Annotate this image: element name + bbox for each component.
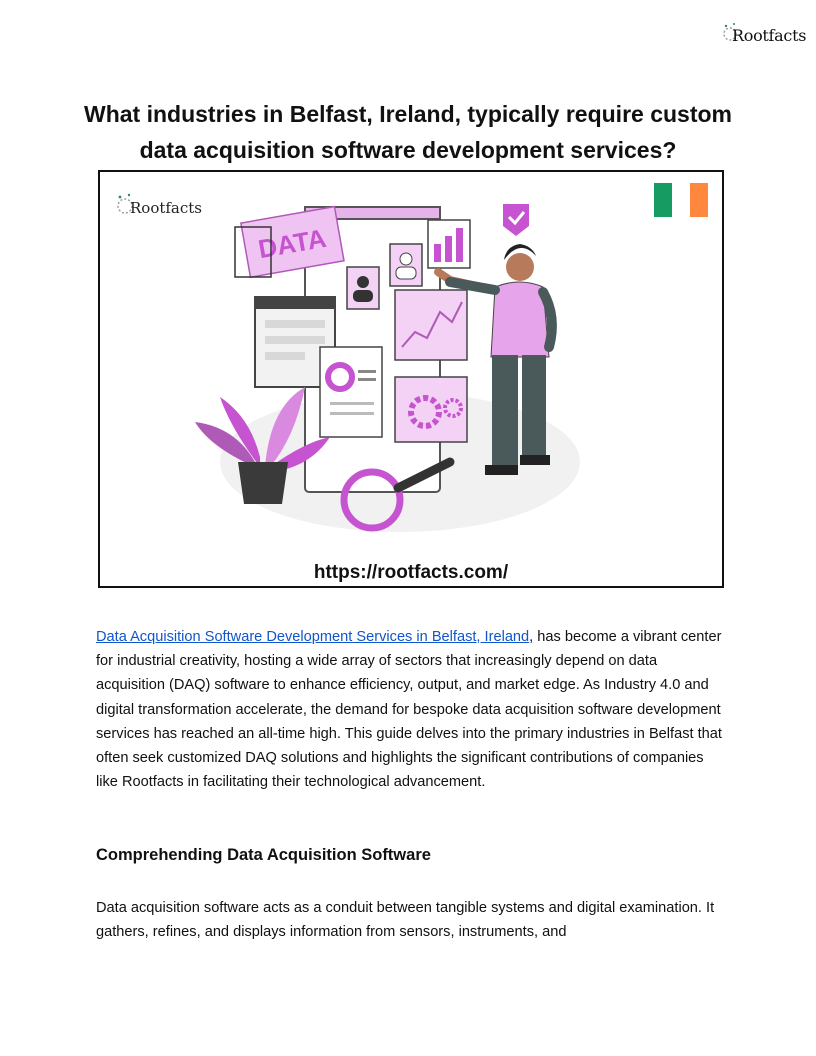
line-chart-card — [395, 290, 467, 360]
intro-body: , has become a vibrant center for industrial creativity, hosting a wide array of sectors that increasingly depend on data acquisition (DAQ) software to enhance efficiency, output, and market edge. As Industry 4.0 and digital transformation accelerate, the demand for bespoke data acquisition software development services has reached an all-time high. This guide delves into the primary industries in Belfast that often seek customized DAQ solutions and highlights the significant contributions of companies like Rootfacts in facilitating their technological advancement. — [96, 629, 722, 791]
user-icon — [400, 253, 412, 265]
doc-line — [358, 378, 376, 381]
data-analytics-illustration — [100, 172, 722, 586]
hero-banner — [98, 170, 724, 588]
banner-logo — [114, 186, 214, 220]
browser-line — [265, 320, 325, 328]
banner-logo-text: Rootfacts — [130, 199, 203, 217]
section-paragraph: Data acquisition software acts as a conduit between tangible systems and digital examination. It gathers, refines, and displays information from sensors, instruments, and — [96, 900, 715, 941]
doc-line — [358, 370, 376, 373]
intro-link[interactable]: Data Acquisition Software Development Services in Belfast, Ireland — [96, 629, 530, 645]
data-sign-label: DATA — [255, 222, 329, 265]
section-heading: Comprehending Data Acquisition Software — [96, 846, 431, 864]
header-logo-text: Rootfacts — [732, 26, 807, 45]
doc-line — [330, 412, 374, 415]
mini-bar — [456, 228, 463, 262]
flag-stripe-green — [654, 183, 672, 217]
user-icon-body — [396, 267, 416, 279]
settings-card — [395, 377, 467, 442]
doc-line — [330, 402, 374, 405]
plant-pot — [238, 462, 288, 504]
report-document — [320, 347, 382, 437]
banner-url: https://rootfacts.com/ — [313, 562, 509, 583]
browser-titlebar — [255, 297, 335, 309]
page-title: What industries in Belfast, Ireland, typically require custom data acquisition software development services? — [84, 101, 732, 163]
ireland-flag-icon — [654, 183, 708, 217]
user-icon — [357, 276, 369, 288]
mini-bar — [434, 244, 441, 262]
flag-stripe-orange — [690, 183, 708, 217]
browser-line — [265, 336, 325, 344]
header-logo[interactable] — [722, 18, 807, 50]
intro-paragraph — [96, 625, 726, 794]
user-icon-body — [353, 290, 373, 302]
flag-stripe-white — [672, 183, 690, 217]
mini-bar — [445, 236, 452, 262]
browser-line — [265, 352, 305, 360]
